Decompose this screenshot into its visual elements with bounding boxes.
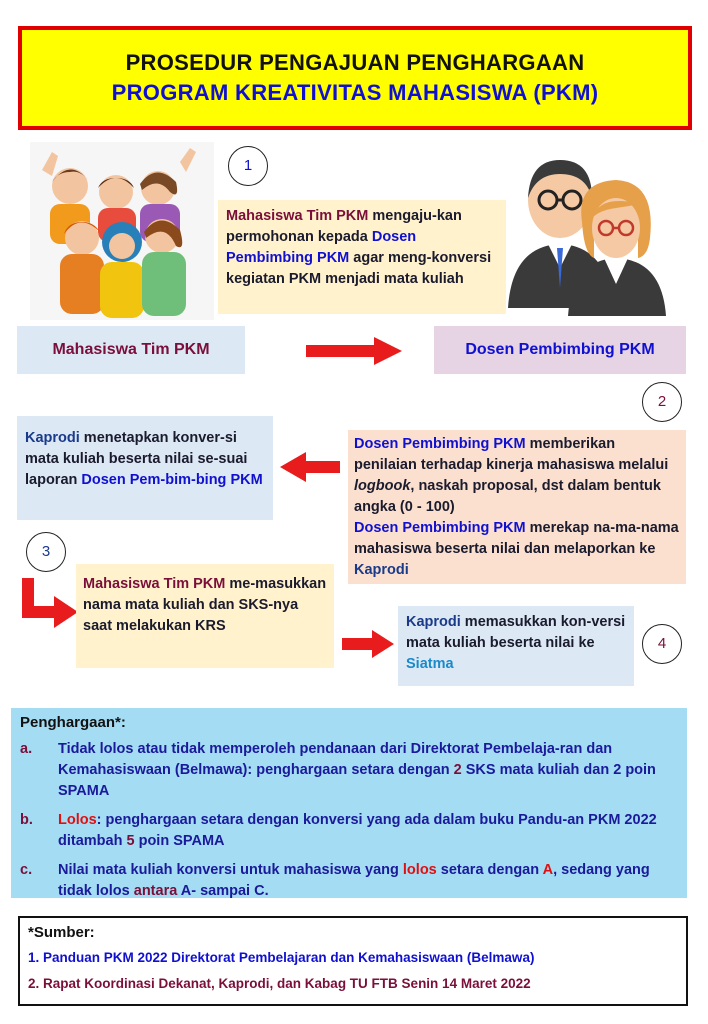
award-a-num: 2 bbox=[453, 762, 462, 778]
siatma-description bbox=[398, 606, 634, 686]
award-c-lolos: lolos bbox=[402, 862, 437, 878]
award-c-text1: Nilai mata kuliah konversi untuk mahasiswa yang bbox=[58, 862, 403, 878]
step1-text-b: agar meng-konversi kegiatan PKM menjadi mata kuliah bbox=[226, 250, 492, 287]
award-letter: c. bbox=[20, 862, 33, 878]
logbook-term: logbook bbox=[354, 478, 411, 494]
source-title: *Sumber: bbox=[28, 924, 95, 941]
step-number: 2 bbox=[657, 393, 667, 410]
actor-kaprodi: Kaprodi bbox=[25, 430, 80, 446]
award-c-text3: , sedang yang tidak lolos bbox=[58, 862, 650, 899]
award-text bbox=[58, 810, 678, 852]
arrow-down-right-icon bbox=[22, 578, 78, 630]
award-title: Penghargaan*: bbox=[20, 714, 126, 731]
actor-dosen: Dosen Pem-bim-bing PKM bbox=[81, 472, 263, 488]
step-2-badge bbox=[642, 382, 682, 422]
step3-text: me-masukkan nama mata kuliah dan SKS-nya saat melakukan KRS bbox=[83, 576, 327, 634]
step-number: 4 bbox=[657, 635, 667, 652]
actor-kaprodi: Kaprodi bbox=[406, 614, 461, 630]
award-item-a bbox=[20, 739, 678, 802]
source-item-1: 1. Panduan PKM 2022 Direktorat Pembelajaran dan Kemahasiswaan (Belmawa) bbox=[28, 950, 535, 965]
arrow-left-icon bbox=[280, 452, 340, 482]
source-item-2: 2. Rapat Koordinasi Dekanat, Kaprodi, dan Kabag TU FTB Senin 14 Maret 2022 bbox=[28, 976, 531, 991]
dosen-label: Dosen Pembimbing PKM bbox=[434, 326, 686, 374]
step-number: 3 bbox=[41, 543, 51, 560]
award-b-lolos: Lolos bbox=[58, 812, 97, 828]
step2-text-b: , naskah proposal, dst dalam bentuk angka (0 - 100) bbox=[354, 478, 661, 515]
award-text bbox=[58, 860, 678, 902]
actor-mahasiswa: Mahasiswa Tim PKM bbox=[226, 208, 369, 224]
award-item-c bbox=[20, 860, 678, 902]
award-b-text2: poin SPAMA bbox=[134, 833, 225, 849]
award-letter: b. bbox=[20, 812, 33, 828]
arrow-right-icon bbox=[342, 630, 394, 658]
title-line2: PROGRAM KREATIVITAS MAHASISWA (PKM) bbox=[111, 80, 599, 105]
award-c-text2: setara dengan bbox=[436, 862, 543, 878]
krs-description bbox=[76, 564, 334, 668]
actor-kaprodi: Kaprodi bbox=[354, 562, 409, 578]
award-b-num: 5 bbox=[126, 833, 135, 849]
award-b-text1: : penghargaan setara dengan konversi yang ada dalam buku Pandu-an PKM 2022 ditambah bbox=[58, 812, 657, 849]
source-section bbox=[18, 916, 688, 1006]
step4-text: memasukkan kon-versi mata kuliah beserta nilai ke bbox=[406, 614, 626, 651]
actor-dosen: Dosen Pembimbing PKM bbox=[226, 229, 417, 266]
actor-dosen: Dosen Pembimbing PKM bbox=[354, 520, 526, 536]
title-banner bbox=[18, 26, 692, 130]
mahasiswa-label: Mahasiswa Tim PKM bbox=[17, 326, 245, 374]
kaprodi-text: menetapkan konver-si mata kuliah beserta nilai se-suai laporan bbox=[25, 430, 248, 488]
award-a-text1: Tidak lolos atau tidak memperoleh pendanaan dari Direktorat Pembelaja-ran dan Kemahasiswaan (Belmawa): penghargaan setara dengan bbox=[58, 741, 613, 778]
students-group-illustration bbox=[30, 142, 214, 320]
system-siatma: Siatma bbox=[406, 656, 454, 672]
title-line1: PROSEDUR PENGAJUAN PENGHARGAAN bbox=[125, 50, 585, 75]
award-text bbox=[58, 739, 678, 802]
award-c-text4: A- sampai C. bbox=[177, 883, 269, 899]
step2-text-a: memberikan penilaian terhadap kinerja mahasiswa melalui bbox=[354, 436, 669, 473]
lecturers-illustration bbox=[502, 148, 680, 316]
step-4-badge bbox=[642, 624, 682, 664]
step-number: 1 bbox=[243, 157, 253, 174]
dosen-description bbox=[348, 430, 686, 584]
award-c-grade: A bbox=[542, 862, 554, 878]
step1-description bbox=[218, 200, 506, 314]
arrow-right-icon bbox=[306, 337, 402, 365]
step-3-badge bbox=[26, 532, 66, 572]
award-letter: a. bbox=[20, 741, 33, 757]
award-c-antara: antara bbox=[133, 883, 178, 899]
actor-dosen: Dosen Pembimbing PKM bbox=[354, 436, 526, 452]
step1-text-a: mengaju-kan permohonan kepada bbox=[226, 208, 462, 245]
award-section bbox=[11, 708, 687, 898]
step2-text-c: merekap na-ma-nama mahasiswa beserta nilai dan melaporkan ke bbox=[354, 520, 679, 557]
actor-mahasiswa: Mahasiswa Tim PKM bbox=[83, 576, 226, 592]
kaprodi-description bbox=[17, 416, 273, 520]
award-a-text2: SKS mata kuliah dan 2 poin SPAMA bbox=[58, 762, 656, 799]
step-1-badge bbox=[228, 146, 268, 186]
award-item-b bbox=[20, 810, 678, 852]
